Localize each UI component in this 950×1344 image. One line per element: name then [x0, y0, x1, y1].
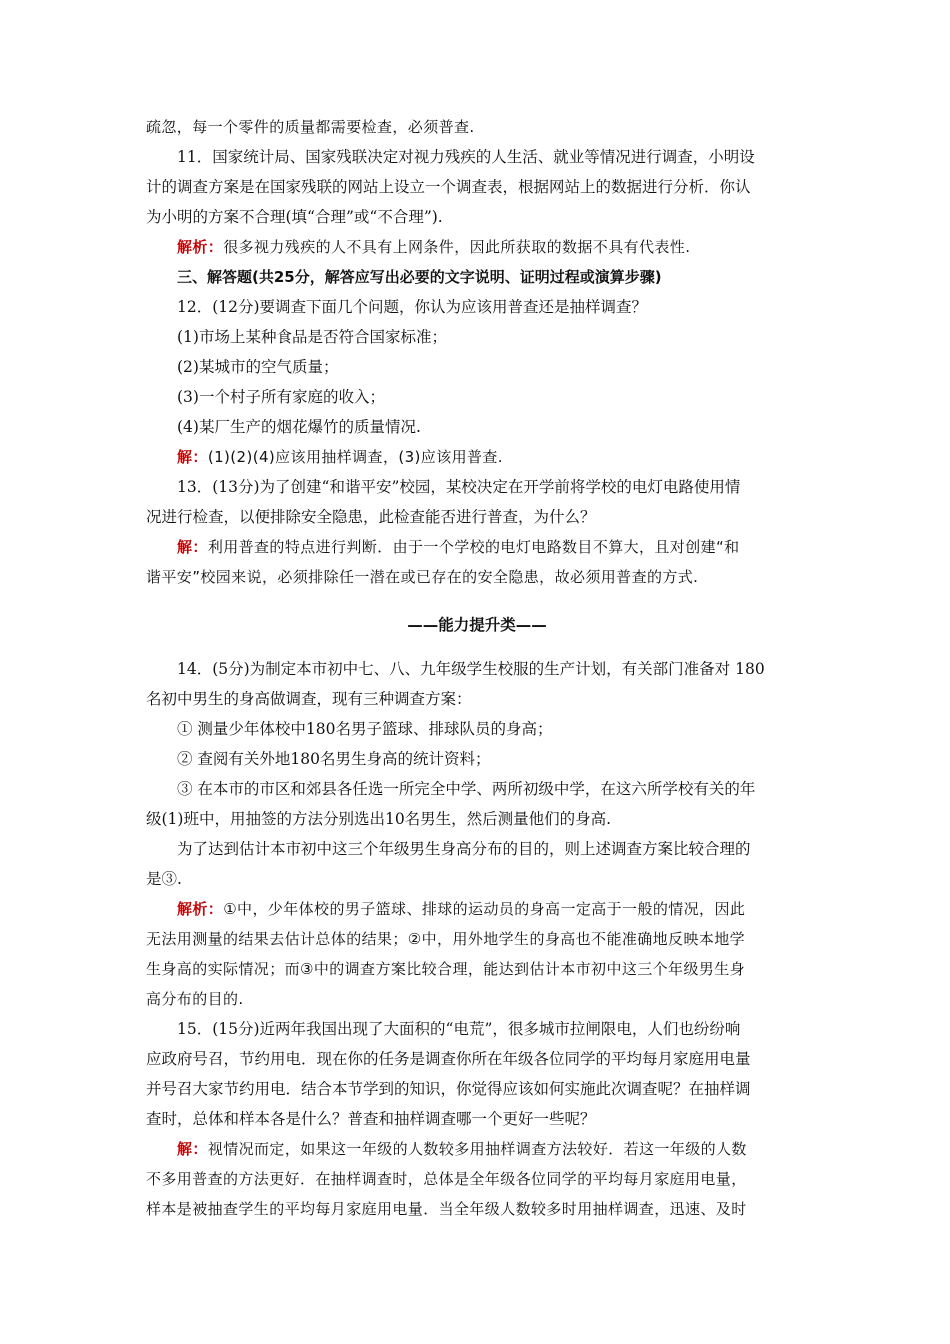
text-line: ③ 在本市的市区和郊县各任选一所完全中学、两所初级中学，在这六所学校有关的年: [177, 780, 756, 798]
answer-12: [146, 442, 808, 472]
section-heading: 三、解答题(共25分，解答应写出必要的文字说明、证明过程或演算步骤): [177, 268, 662, 286]
text-line: 应政府号召，节约用电．现在你的任务是调查你所在年级各位同学的平均每月家庭用电量: [146, 1050, 751, 1068]
text-line: 高分布的目的.: [146, 990, 244, 1008]
text-line: 疏忽，每一个零件的质量都需要检查，必须普查.: [146, 118, 475, 136]
answer-text: 视情况而定，如果这一年级的人数较多用抽样调查方法较好．若这一年级的人数: [207, 1140, 747, 1158]
text-line: 生身高的实际情况；而③中的调查方案比较合理，能达到估计本市初中这三个年级男生身: [146, 960, 746, 978]
question-15: 15．(15分)近两年我国出现了大面积的“电荒”，很多城市拉闸限电，人们也纷纷响: [177, 1020, 741, 1038]
document-page: [146, 112, 808, 1224]
answer-label: 解析：: [177, 238, 224, 256]
text-line: 为小明的方案不合理(填“合理”或“不合理”).: [146, 208, 443, 226]
text-line: 级(1)班中，用抽签的方法分别选出10名男生，然后测量他们的身高.: [146, 810, 612, 828]
answer-label: 解：: [177, 448, 208, 466]
answer-text: ①中，少年体校的男子篮球、排球的运动员的身高一定高于一般的情况，因此: [223, 900, 746, 918]
text-line: 谐平安”校园来说，必须排除任一潜在或已存在的安全隐患，故必须用普查的方式.: [146, 568, 699, 586]
answer-13: [146, 532, 808, 562]
text-line: 是③.: [146, 870, 182, 888]
answer-label: 解析：: [177, 900, 224, 918]
answer-14: [146, 894, 808, 924]
text-line: ② 查阅有关外地180名男生身高的统计资料；: [177, 750, 491, 768]
answer-text: (1)(2)(4)应该用抽样调查，(3)应该用普查.: [207, 448, 503, 466]
text-line: (3)一个村子所有家庭的收入；: [177, 388, 385, 406]
text-line: ① 测量少年体校中180名男子篮球、排球队员的身高；: [177, 720, 553, 738]
section-title: ——能力提升类——: [407, 616, 547, 634]
answer-15: [146, 1134, 808, 1164]
text-line: 查时，总体和样本各是什么？普查和抽样调查哪一个更好一些呢？: [146, 1110, 596, 1128]
text-line: (4)某厂生产的烟花爆竹的质量情况.: [177, 418, 421, 436]
answer-text: 很多视力残疾的人不具有上网条件，因此所获取的数据不具有代表性.: [223, 238, 691, 256]
text-line: (2)某城市的空气质量；: [177, 358, 339, 376]
text-line: 名初中男生的身高做调查，现有三种调查方案：: [146, 690, 472, 708]
question-11: 11．国家统计局、国家残联决定对视力残疾的人生活、就业等情况进行调查，小明设: [177, 148, 755, 166]
question-12: 12．(12分)要调查下面几个问题，你认为应该用普查还是抽样调查？: [177, 298, 648, 316]
text-line: 为了达到估计本市初中这三个年级男生身高分布的目的，则上述调查方案比较合理的: [177, 840, 751, 858]
answer-label: 解：: [177, 1140, 208, 1158]
text-line: 计的调查方案是在国家残联的网站上设立一个调查表，根据网站上的数据进行分析．你认: [146, 178, 751, 196]
question-13: 13．(13分)为了创建“和谐平安”校园，某校决定在开学前将学校的电灯电路使用情: [177, 478, 741, 496]
text-line: (1)市场上某种食品是否符合国家标准；: [177, 328, 447, 346]
text-line: 并号召大家节约用电．结合本节学到的知识，你觉得应该如何实施此次调查呢？在抽样调: [146, 1080, 751, 1098]
answer-text: 利用普查的特点进行判断．由于一个学校的电灯电路数目不算大，且对创建“和: [207, 538, 740, 556]
answer-label: 解：: [177, 538, 208, 556]
text-line: 无法用测量的结果去估计总体的结果；②中，用外地学生的身高也不能准确地反映本地学: [146, 930, 746, 948]
text-line: 不多用普查的方法更好．在抽样调查时，总体是全年级各位同学的平均每月家庭用电量，: [146, 1170, 747, 1188]
text-line: 样本是被抽查学生的平均每月家庭用电量．当全年级人数较多时用抽样调查，迅速、及时: [146, 1200, 747, 1218]
answer-11: [146, 232, 808, 262]
text-line: 况进行检查，以便排除安全隐患，此检查能否进行普查，为什么？: [146, 508, 596, 526]
question-14: 14．(5分)为制定本市初中七、八、九年级学生校服的生产计划，有关部门准备对 180: [177, 660, 765, 678]
